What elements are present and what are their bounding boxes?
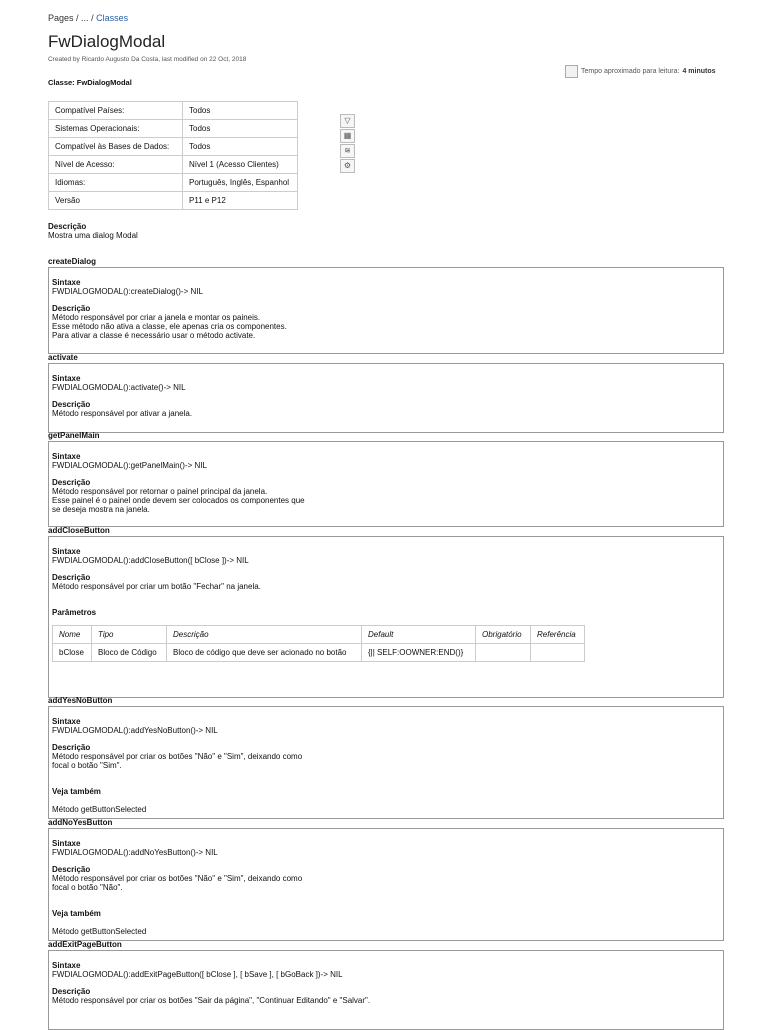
cell: Bloco de código que deve ser acionado no botão [167,644,362,662]
gear-icon[interactable]: ⚙ [340,159,355,173]
col-header: Default [362,626,476,644]
desc-line: focal o botão "Não". [52,883,123,892]
prop-key: Sistemas Operacionais: [49,120,183,138]
desc-line: Método responsável por criar os botões "Sair da página", "Continuar Editando" e "Salvar". [52,996,371,1005]
desc-line: focal o botão "Sim". [52,761,122,770]
col-header: Descrição [167,626,362,644]
table-toolbar [340,114,356,173]
table-row [49,156,298,174]
breadcrumb [48,13,128,23]
syntax-text: FWDIALOGMODAL():addCloseButton([ bClose ])-> NIL [52,556,249,565]
prop-key: Compatível às Bases de Dados: [49,138,183,156]
syntax-text: FWDIALOGMODAL():addExitPageButton([ bClose ], [ bSave ], [ bGoBack ])-> NIL [52,970,343,979]
params-label: Parâmetros [52,608,97,617]
desc-line: se deseja mostra na janela. [52,505,150,514]
desc-line: Para ativar a classe é necessário usar o método activate. [52,331,256,340]
see-also-label: Veja também [52,787,101,796]
filter-icon[interactable]: ▽ [340,114,355,128]
desc-label: Descrição [52,400,91,409]
class-description [48,222,138,240]
syntax-label: Sintaxe [52,452,81,461]
cell [476,644,531,662]
method-heading-addCloseButton: addCloseButton [48,526,110,535]
page-title: FwDialogModal [48,32,166,51]
table-row [53,644,585,662]
desc-label: Descrição [52,478,91,487]
method-heading-getPanelMain: getPanelMain [48,431,100,440]
prop-value: Todos [183,120,298,138]
table-header-row [53,626,585,644]
method-box-addNoYesButton [48,828,724,941]
description-text: Mostra uma dialog Modal [48,231,138,240]
cell: Bloco de Código [92,644,167,662]
see-also-link[interactable]: Método getButtonSelected [52,805,147,814]
method-box-getPanelMain [48,441,724,527]
see-also-label: Veja também [52,909,101,918]
class-heading [48,78,132,87]
description-label: Descrição [48,222,87,231]
syntax-text: FWDIALOGMODAL():getPanelMain()-> NIL [52,461,207,470]
breadcrumb-current[interactable]: Classes [96,13,129,23]
page-meta: Created by Ricardo Augusto Da Costa, last modified on 22 Oct, 2018 [48,56,247,63]
broken-image-icon [565,65,578,78]
reading-time-value: 4 minutos [682,68,716,75]
breadcrumb-sep: / [91,13,94,23]
syntax-text: FWDIALOGMODAL():addYesNoButton()-> NIL [52,726,218,735]
method-heading-activate: activate [48,353,78,362]
prop-key: Idiomas: [49,174,183,192]
method-box-addExitPageButton [48,950,724,1030]
desc-label: Descrição [52,573,91,582]
desc-line: Método responsável por criar os botões "Não" e "Sim", deixando como [52,874,303,883]
cell: {|| SELF:OOWNER:END()} [362,644,476,662]
chart-icon[interactable]: ≋ [340,144,355,158]
table-row [49,174,298,192]
table-row [49,138,298,156]
syntax-label: Sintaxe [52,717,81,726]
cell [531,644,585,662]
col-header: Tipo [92,626,167,644]
syntax-label: Sintaxe [52,961,81,970]
desc-line: Esse método não ativa a classe, ele apenas cria os componentes. [52,322,287,331]
desc-label: Descrição [52,743,91,752]
method-heading-createDialog: createDialog [48,257,97,266]
desc-label: Descrição [52,304,91,313]
syntax-label: Sintaxe [52,278,81,287]
col-header: Obrigatório [476,626,531,644]
breadcrumb-root[interactable]: Pages [48,13,74,23]
syntax-text: FWDIALOGMODAL():createDialog()-> NIL [52,287,203,296]
syntax-text: FWDIALOGMODAL():addNoYesButton()-> NIL [52,848,218,857]
prop-value: Nível 1 (Acesso Clientes) [183,156,298,174]
syntax-label: Sintaxe [52,374,81,383]
prop-value: P11 e P12 [183,192,298,210]
col-header: Referência [531,626,585,644]
prop-key: Compatível Países: [49,102,183,120]
method-heading-addYesNoButton: addYesNoButton [48,696,113,705]
table-row [49,102,298,120]
desc-line: Método responsável por ativar a janela. [52,409,193,418]
prop-key: Nível de Acesso: [49,156,183,174]
reading-time [565,65,716,78]
syntax-text: FWDIALOGMODAL():activate()-> NIL [52,383,186,392]
col-header: Nome [53,626,92,644]
table-row [49,192,298,210]
method-box-addYesNoButton [48,706,724,819]
desc-line: Método responsável por criar um botão "Fechar" na janela. [52,582,261,591]
reading-time-label: Tempo aproximado para leitura: [581,68,680,75]
method-box-addCloseButton [48,536,724,698]
syntax-label: Sintaxe [52,839,81,848]
desc-label: Descrição [52,865,91,874]
calendar-icon[interactable]: ▦ [340,129,355,143]
class-label: Classe: [48,78,75,87]
prop-key: Versão [49,192,183,210]
desc-line: Método responsável por criar os botões "Não" e "Sim", deixando como [52,752,303,761]
breadcrumb-ellipsis[interactable]: / ... [76,13,89,23]
method-box-activate [48,363,724,433]
method-heading-addExitPageButton: addExitPageButton [48,940,122,949]
parameters-table [52,625,585,662]
desc-line: Método responsável por retornar o painel principal da janela. [52,487,268,496]
cell: bClose [53,644,92,662]
see-also-link[interactable]: Método getButtonSelected [52,927,147,936]
method-box-createDialog [48,267,724,354]
desc-label: Descrição [52,987,91,996]
desc-line: Esse painel é o painel onde devem ser colocados os componentes que [52,496,305,505]
syntax-label: Sintaxe [52,547,81,556]
prop-value: Português, Inglês, Espanhol [183,174,298,192]
table-row [49,120,298,138]
prop-value: Todos [183,138,298,156]
properties-table [48,101,298,210]
class-name: FwDialogModal [76,78,132,87]
method-heading-addNoYesButton: addNoYesButton [48,818,113,827]
desc-line: Método responsável por criar a janela e montar os paineis. [52,313,261,322]
prop-value: Todos [183,102,298,120]
